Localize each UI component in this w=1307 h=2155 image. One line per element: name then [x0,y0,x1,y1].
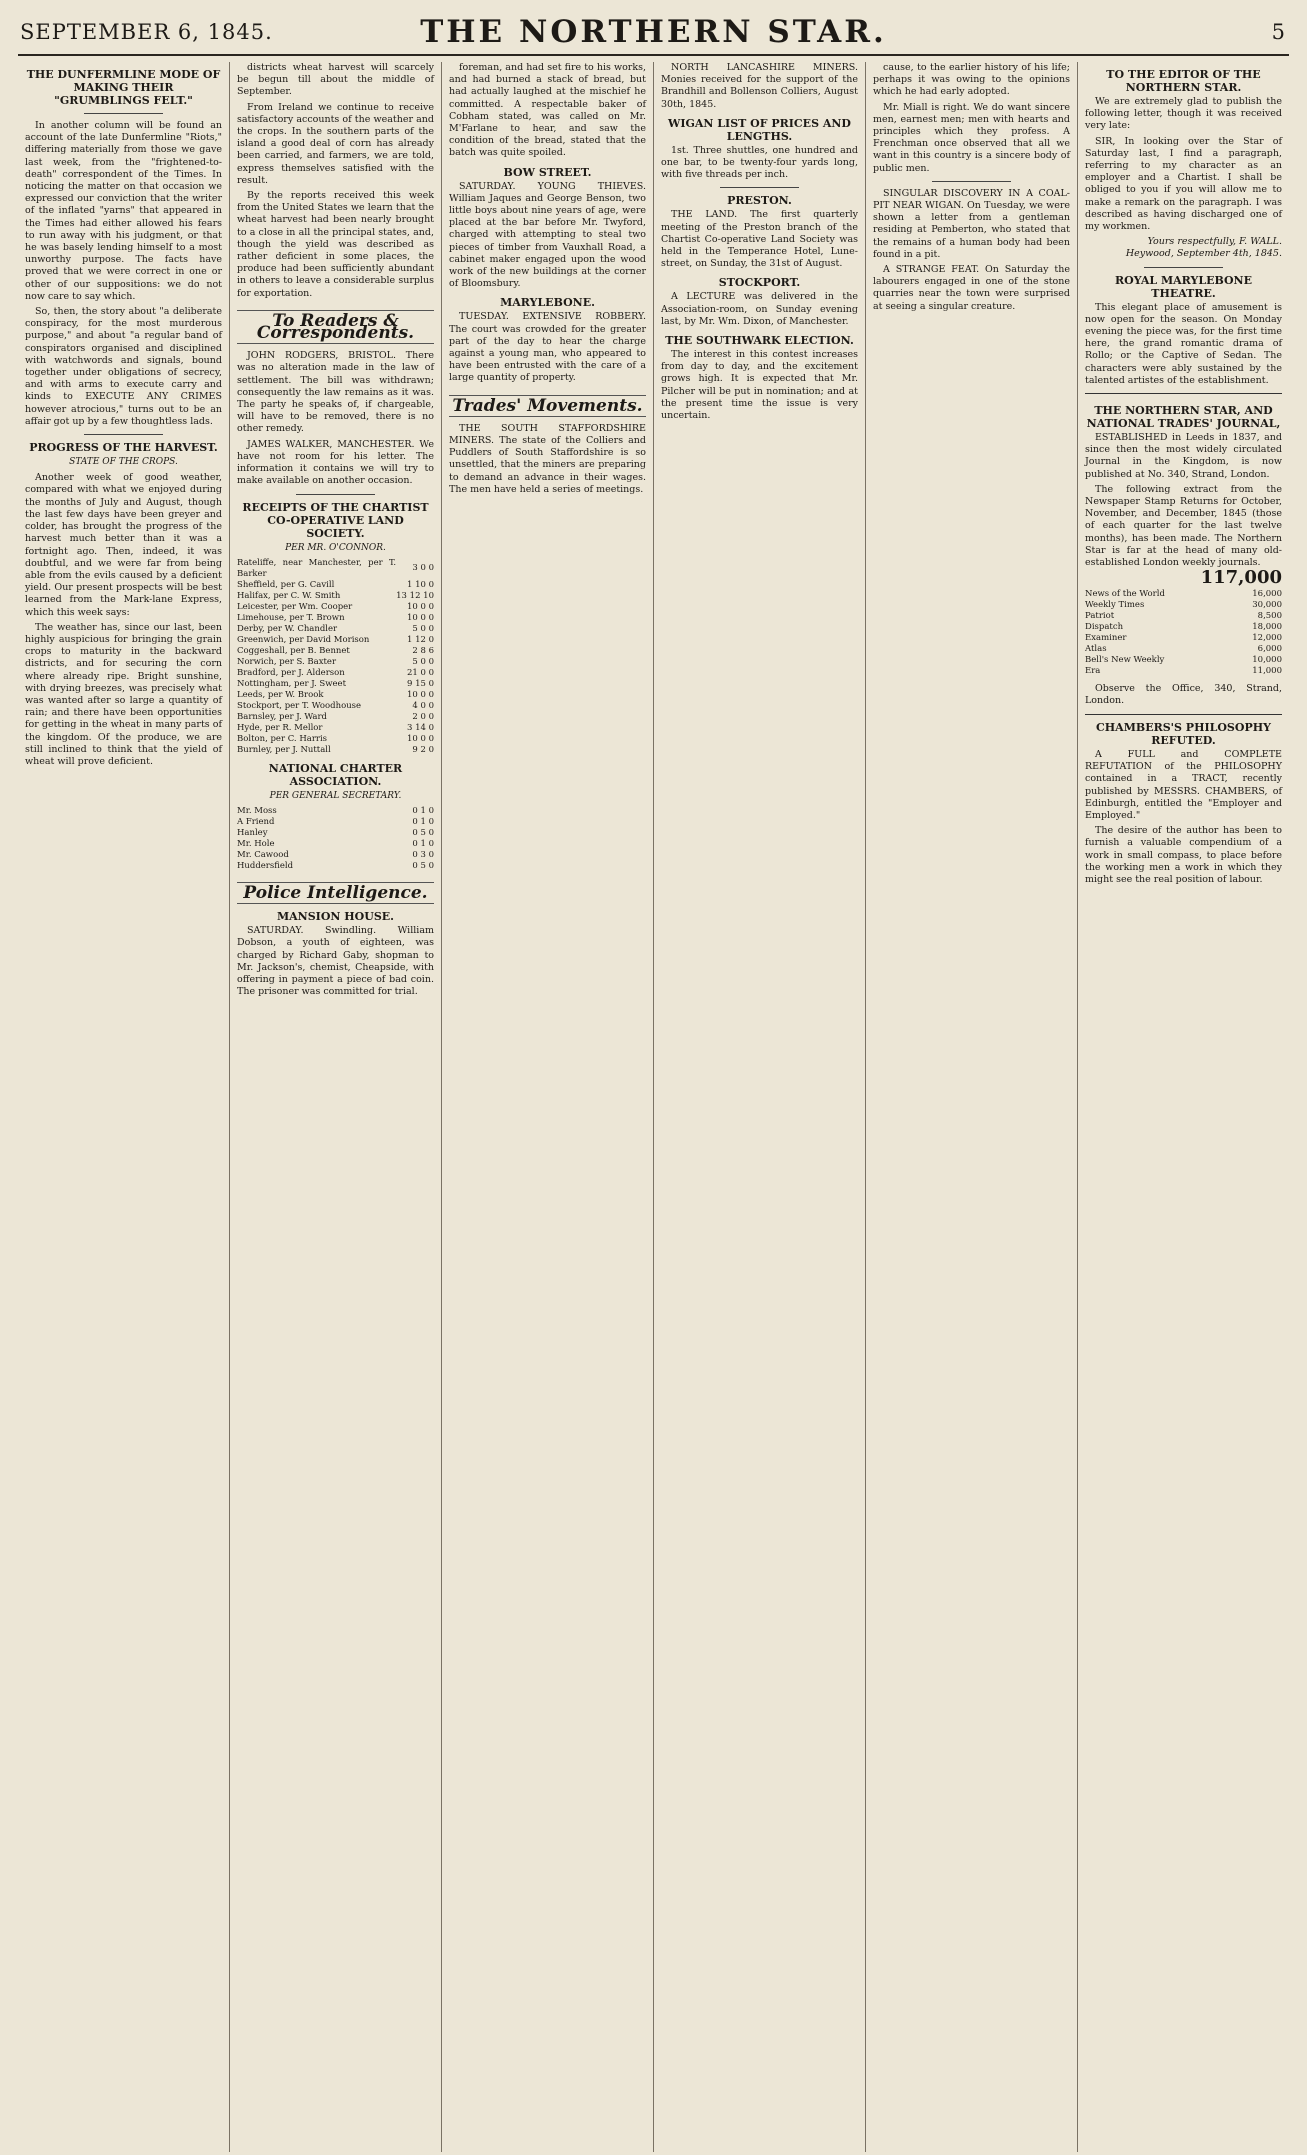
article-heading: MARYLEBONE. [500,296,595,310]
ad-paragraph: The following extract from the Newspaper Stamp Returns for October, November, and December, 1845 (those of each quarter for the last twelve months), has been made. The Northern Star is far at the head of many old-established London weekly journals. [1085,483,1282,569]
divider [932,181,1011,182]
paper-circulation: 8,500 [1257,610,1282,621]
article-paragraph: This elegant place of amusement is now open for the season. On Monday evening the piece was, for the first time here, the grand romantic drama of Rollo; or the Captive of Sedan. The characters were ably sustained by the talented artistes of the establishment. [1085,301,1282,386]
charter-amount: 0 3 0 [412,849,434,860]
receipt-name: Greenwich, per David Morison [237,634,370,645]
receipt-name: Leeds, per W. Brook [237,689,324,700]
receipt-amount: 3 14 0 [406,722,434,733]
receipt-amount: 5 0 0 [412,656,434,667]
receipt-name: Burnley, per J. Nuttall [237,744,331,755]
table-row [237,657,434,668]
circulation-total: 117,000 [1200,567,1282,589]
receipt-amount: 10 0 0 [406,612,434,623]
charter-name: Huddersfield [237,860,294,871]
receipt-name: Halifax, per C. W. Smith [237,590,341,601]
paper-name: Atlas [1085,643,1107,654]
article-paragraph: SATURDAY. YOUNG THIEVES. William Jaques and George Benson, two little boys about nine years of age, were placed at the bar before Mr. Twyford, charged with attempting to steal two pieces of timber from Vauxhall Road, a cabinet maker engaged upon the wood work of the new buildings at the corner of Bloomsbury. [449,180,646,290]
masthead-date: SEPTEMBER 6, 1845. [20,20,273,44]
paper-name: News of the World [1085,588,1165,599]
article-paragraph: In another column will be found an account of the late Dunfermline "Riots," differing materially from those we gave last week, from the "frightened-to-death" correspondent of the Times. In noticing the matter on that occasion we expressed our conviction that the writer of the inflated "yarns" that appeared in the Times had either allowed his fears to run away with his judgment, or that he was basely lending himself to a most unworthy purpose. The facts have proved that we were correct in one or other of our suppositions: we do not now care to say which. [25,120,222,302]
charter-amount: 0 1 0 [412,838,434,849]
receipt-name: Limehouse, per T. Brown [237,612,345,623]
table-row [237,828,434,839]
article-heading: TO THE EDITOR OF THE NORTHERN STAR. [1106,68,1261,94]
letter-date: Heywood, September 4th, 1845. [1125,248,1282,260]
article-paragraph: Another week of good weather, compared with what we enjoyed during the months of July and August, though the last few days have been greyer and colder, has brought the progress of the harvest much better than it was a fortnight ago. Then, indeed, it was doubtful, and we were far from being able from the evils caused by a deficient yield. Our present prospects will be best learned from the Mark-lane Express, which this week says: [25,472,222,618]
receipt-name: Bolton, per C. Harris [237,733,328,744]
divider [296,494,375,495]
article-paragraph: A LECTURE was delivered in the Association-room, on Sunday evening last, by Mr. Wm. Dixon, of Manchester. [661,291,858,327]
article-heading: THE DUNFERMLINE MODE OF MAKING THEIR "GRUMBLINGS FELT." [26,68,221,107]
article-paragraph: A FULL and COMPLETE REFUTATION of the PHILOSOPHY contained in a TRACT, recently published by MESSRS. CHAMBERS, of Edinburgh, entitled the "Employer and Employed." [1085,748,1282,821]
table-row [237,558,434,580]
receipt-name: Nottingham, per J. Sweet [237,678,346,689]
paper-circulation: 18,000 [1252,621,1282,632]
paper-circulation: 6,000 [1257,643,1282,654]
table-row [1085,666,1282,677]
paper-name: Weekly Times [1085,599,1145,610]
charter-amount: 0 1 0 [412,816,434,827]
article-heading: NATIONAL CHARTER ASSOCIATION. [268,761,403,788]
receipt-name: Leicester, per Wm. Cooper [237,601,353,612]
receipt-name: Rateliffe, near Manchester, per T. Barker [237,557,397,579]
table-row [237,817,434,828]
advertisement [1085,393,1282,715]
receipt-name: Barnsley, per J. Ward [237,711,327,722]
receipt-amount: 4 0 0 [412,700,434,711]
article-heading: PRESTON. [727,194,792,208]
article-paragraph: The desire of the author has been to furnish a valuable compendium of a work in small compass, to place before the working men a work in which they might see the real position of labour. [1085,825,1282,885]
table-row [237,591,434,602]
table-row [237,646,434,657]
receipt-amount: 3 0 0 [412,563,434,574]
divider [720,187,799,188]
article-paragraph: SIR, In looking over the Star of Saturday last, I find a paragraph, referring to my character as an employer and a Chartist. I shall be obliged to you if you will allow me to make a remark on the paragraph. I was described as having discharged one of my workmen. [1085,135,1282,233]
receipt-name: Bradford, per J. Alderson [237,667,345,678]
article-paragraph: JAMES WALKER, MANCHESTER. We have not room for his letter. The information it contains we will try to make available on another occasion. [237,438,434,487]
receipt-amount: 9 2 0 [412,744,434,755]
article-paragraph: So, then, the story about "a deliberate conspiracy, for the most murderous purpose," and about "a regular band of conspirators organised and disciplined with watchwords and signals, bound together under obligations of secrecy, and with arms to execute carry and kinds to EXECUTE ANY CRIMES however atrocious," turns out to be an affair got up by a few thoughtless lads. [25,306,222,427]
receipt-name: Stockport, per T. Woodhouse [237,700,362,711]
receipt-amount: 10 0 0 [406,601,434,612]
column-4 [654,62,866,2152]
table-row [1085,611,1282,622]
table-row [237,701,434,712]
article-paragraph: 1st. Three shuttles, one hundred and one bar, to be twenty-four yards long, with five threads per inch. [661,144,858,181]
divider [1144,267,1223,268]
divider [84,113,163,114]
article-heading: BOW STREET. [503,165,592,179]
charter-amount: 0 5 0 [412,827,434,838]
article-paragraph: cause, to the earlier history of his life; perhaps it was owing to the opinions which he had early adopted. [873,62,1070,98]
receipt-amount: 13 12 10 [396,590,434,601]
article-paragraph: By the reports received this week from the United States we learn that the wheat harvest had been nearly brought to a close in all the principal states, and, though the yield was described as rather deficient in some places, the produce had been sufficiently abundant in others to leave a considerable surplus for exportation. [237,190,434,299]
table-row [1085,600,1282,611]
table-row [237,712,434,723]
ad-paragraph: ESTABLISHED in Leeds in 1837, and since then the most widely circulated Journal in the Kingdom, is now published at No. 340, Strand, London. [1085,432,1282,480]
table-row [237,679,434,690]
receipt-amount: 5 0 0 [412,623,434,634]
paper-name: Era [1085,665,1101,676]
section-heading: Trades' Movements. [449,395,646,417]
article-heading: MANSION HOUSE. [276,910,395,924]
paper-name: Dispatch [1085,621,1124,632]
table-row [237,624,434,635]
table-row [237,635,434,646]
receipt-amount: 1 10 0 [406,579,434,590]
article-heading: CHAMBERS'S PHILOSOPHY REFUTED. [1096,720,1271,747]
article-paragraph: We are extremely glad to publish the following letter, though it was received very late: [1085,96,1282,132]
receipt-amount: 10 0 0 [406,733,434,744]
table-row [237,723,434,734]
table-row [237,850,434,861]
paper-circulation: 10,000 [1252,654,1282,665]
receipt-amount: 1 12 0 [406,634,434,645]
article-heading: WIGAN LIST OF PRICES AND LENGTHS. [668,116,851,143]
paper-circulation: 16,000 [1252,588,1282,599]
page-number: 5 [1271,20,1285,44]
circulation-table [1085,589,1282,677]
table-row [237,580,434,591]
article-paragraph: SINGULAR DISCOVERY IN A COAL-PIT NEAR WIGAN. On Tuesday, we were shown a letter from a gentleman residing at Pemberton, who stated that the remains of a human body had been found in a pit. [873,187,1070,260]
charter-name: A Friend [237,816,275,827]
table-row [237,602,434,613]
ad-heading: THE NORTHERN STAR, AND NATIONAL TRADES' JOURNAL, [1086,404,1281,431]
masthead [18,14,1289,56]
table-row [237,806,434,817]
table-row [237,613,434,624]
receipt-amount: 21 0 0 [406,667,434,678]
table-row [237,690,434,701]
article-heading: THE SOUTHWARK ELECTION. [665,334,854,348]
letter-signature: Yours respectfully, F. WALL. [1147,236,1282,248]
receipt-amount: 2 0 0 [412,711,434,722]
column-3 [442,62,654,2152]
column-6 [1078,62,1289,2152]
column-5 [866,62,1078,2152]
article-subheading: PER MR. O'CONNOR. [285,542,386,553]
charter-table [237,806,434,872]
article-heading: ROYAL MARYLEBONE THEATRE. [1115,273,1252,300]
paper-circulation: 11,000 [1252,665,1282,676]
charter-name: Mr. Moss [237,805,277,816]
article-paragraph: NORTH LANCASHIRE MINERS. Monies received for the support of the Brandhill and Bollenson Colliers, August 30th, 1845. [661,62,858,110]
paper-name: Patriot [1085,610,1115,621]
charter-name: Mr. Hole [237,838,275,849]
article-paragraph: Mr. Miall is right. We do want sincere men, earnest men; men with hearts and principles which they profess. A Frenchman once observed that all we want in this country is a sincere body of public men. [873,101,1070,174]
article-subheading: PER GENERAL SECRETARY. [269,790,402,801]
paper-circulation: 30,000 [1252,599,1282,610]
article-paragraph: The weather has, since our last, been highly auspicious for bringing the grain crops to maturity in the backward districts, and for securing the corn where already ripe. Bright sunshine, with drying breezes, was precisely what was wanted after so large a quantity of rain; and there have been opportunities for getting in the wheat in many parts of the kingdom. Of the produce, we are still inclined to think that the yield of wheat will prove deficient. [25,621,222,767]
table-row [237,861,434,872]
column-1 [18,62,230,2152]
table-row [1085,633,1282,644]
table-row [1085,589,1282,600]
receipt-name: Sheffield, per G. Cavill [237,579,335,590]
article-paragraph: The interest in this contest increases from day to day, and the excitement grows high. It is expected that Mr. Pilcher will be put in nomination; and at the present time the issue is very uncertain. [661,349,858,422]
table-row [1085,655,1282,666]
article-subheading: STATE OF THE CROPS. [69,457,178,468]
charter-name: Mr. Cawood [237,849,289,860]
article-paragraph: From Ireland we continue to receive satisfactory accounts of the weather and the crops. In the southern parts of the island a good deal of corn has already been carried, and farmers, we are told, express themselves satisfied with the result. [237,101,434,186]
article-paragraph: JOHN RODGERS, BRISTOL. There was no alteration made in the law of settlement. The bill was withdrawn; consequently the law remains as it was. The party he speaks of, if chargeable, will have to be removed, there is no other remedy. [237,350,434,435]
article-paragraph: districts wheat harvest will scarcely be begun till about the middle of September. [237,62,434,98]
article-paragraph: A STRANGE FEAT. On Saturday the labourers engaged in one of the stone quarries near the town were surprised at seeing a singular creature. [873,264,1070,312]
charter-amount: 0 1 0 [412,805,434,816]
article-paragraph: SATURDAY. Swindling. William Dobson, a youth of eighteen, was charged by Richard Gaby, shopman to Mr. Jackson's, chemist, Cheapside, with offering in payment a piece of bad coin. The prisoner was committed for trial. [237,925,434,998]
article-paragraph: THE SOUTH STAFFORDSHIRE MINERS. The state of the Colliers and Puddlers of South Staffordshire is so unsettled, that the miners are preparing to demand an advance in their wages. The men have held a series of meetings. [449,422,646,495]
ad-paragraph: Observe the Office, 340, Strand, London. [1085,682,1282,706]
receipts-table [237,558,434,756]
receipt-amount: 9 15 0 [406,678,434,689]
charter-amount: 0 5 0 [412,860,434,871]
table-row [237,668,434,679]
article-heading: PROGRESS OF THE HARVEST. [29,441,218,455]
receipt-name: Coggeshall, per B. Bennet [237,645,350,656]
table-row [237,734,434,745]
paper-name: Examiner [1085,632,1127,643]
paper-circulation: 12,000 [1252,632,1282,643]
receipt-amount: 10 0 0 [406,689,434,700]
receipt-amount: 2 8 6 [412,645,434,656]
masthead-title: THE NORTHERN STAR. [420,14,887,50]
columns [18,62,1289,2152]
receipt-name: Hyde, per R. Mellor [237,722,323,733]
table-row [1085,644,1282,655]
charter-name: Hanley [237,827,268,838]
table-row [237,839,434,850]
article-paragraph: foreman, and had set fire to his works, and had burned a stack of bread, but had actually laughed at the mischief he committed. A respectable baker of Cobham stated, was called on Mr. M'Farlane to hear, and saw the condition of the bread, stated that the batch was quite spoiled. [449,62,646,159]
article-heading: STOCKPORT. [718,276,801,290]
paper-name: Bell's New Weekly [1085,654,1165,665]
divider [84,434,163,435]
section-heading: Police Intelligence. [237,882,434,904]
table-row [1085,622,1282,633]
column-2 [230,62,442,2152]
article-paragraph: THE LAND. The first quarterly meeting of the Preston branch of the Chartist Co-operative Land Society was held in the Temperance Hotel, Lune-street, on Sunday, the 31st of August. [661,209,858,270]
section-heading: To Readers & Correspondents. [237,310,434,344]
article-paragraph: TUESDAY. EXTENSIVE ROBBERY. The court was crowded for the greater part of the day to hear the charge against a young man, who appeared to have been entrusted with the care of a large quantity of property. [449,311,646,384]
table-row [237,745,434,756]
receipt-name: Derby, per W. Chandler [237,623,338,634]
receipt-name: Norwich, per S. Baxter [237,656,337,667]
article-heading: RECEIPTS OF THE CHARTIST CO-OPERATIVE LAND SOCIETY. [242,500,429,540]
